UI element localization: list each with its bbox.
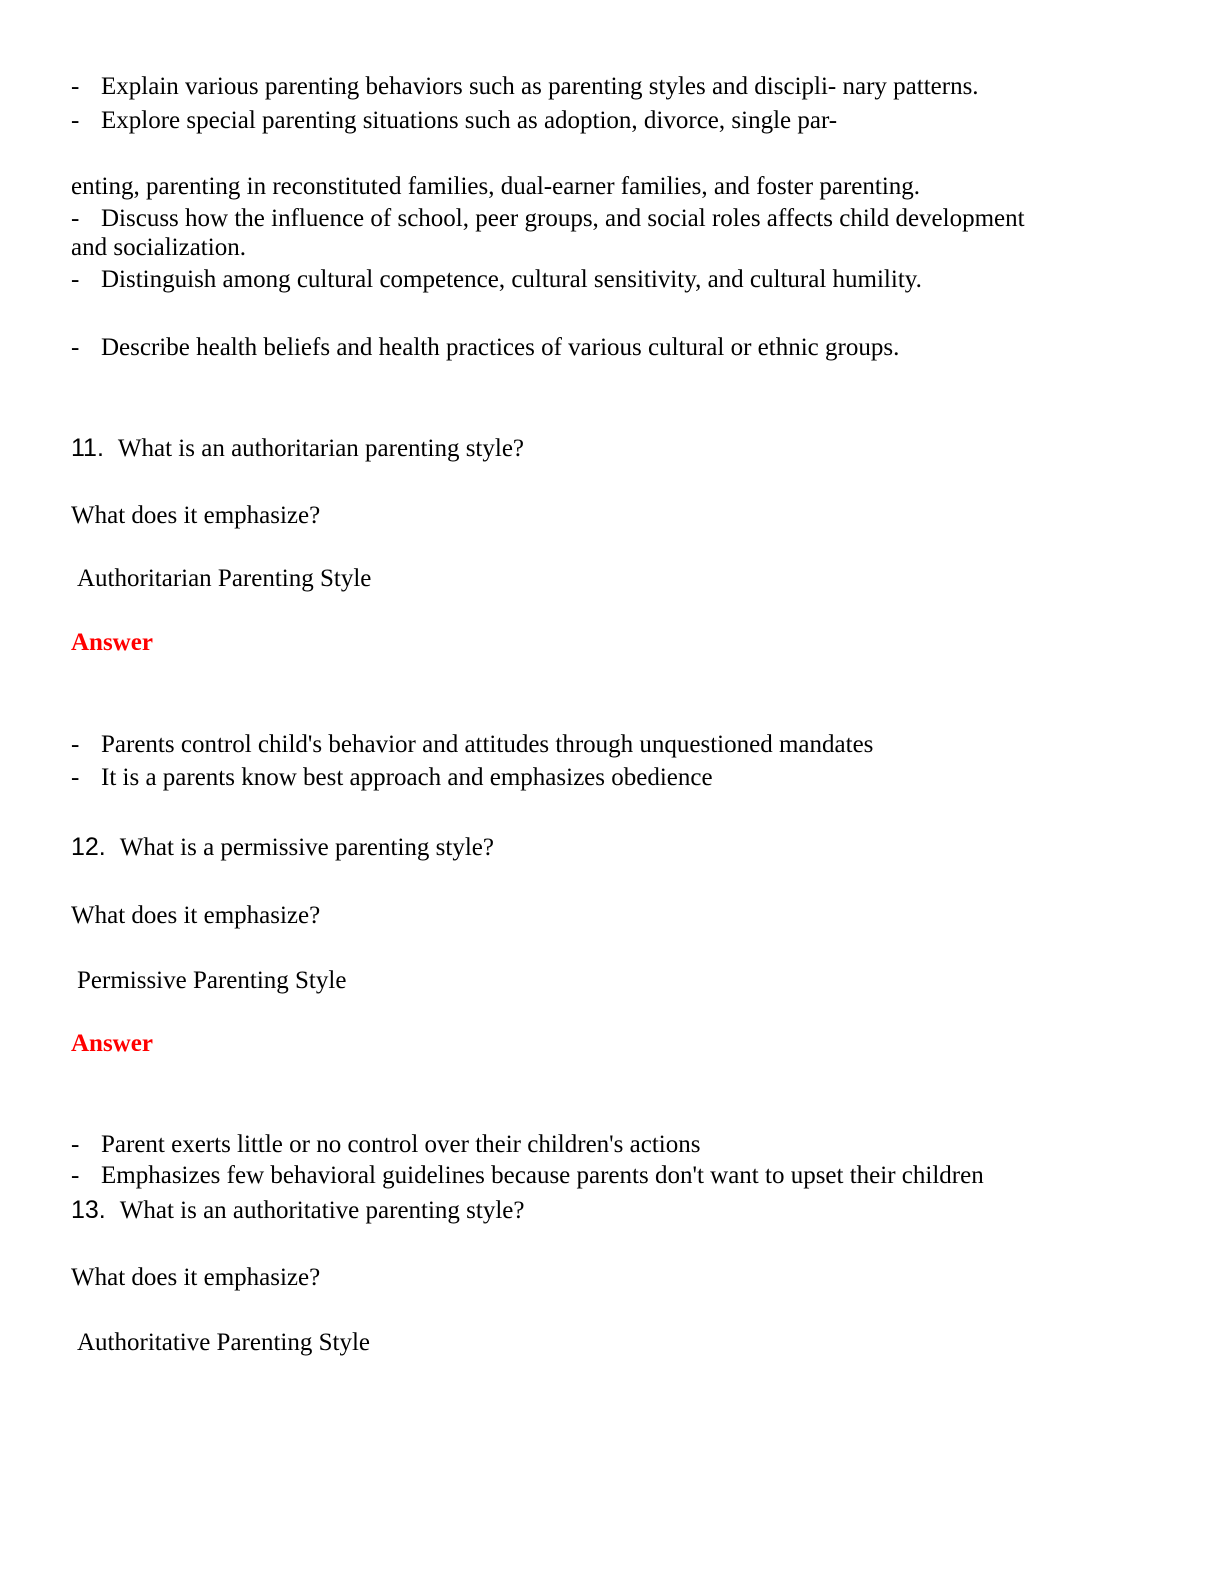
question-text: What is a permissive parenting style? [119, 834, 494, 861]
emphasize-prompt: What does it emphasize? [71, 1264, 321, 1291]
style-subheading: Authoritative Parenting Style [77, 1329, 371, 1356]
objective-item: - Explore special parenting situations such as adoption, divorce, single par- [71, 107, 838, 134]
answer-item: - It is a parents know best approach and emphasizes obedience [71, 764, 713, 791]
objective-item: - Distinguish among cultural competence, cultural sensitivity, and cultural humility. [71, 266, 922, 293]
question-text: What is an authoritarian parenting style? [117, 435, 525, 462]
question-13 [71, 1195, 525, 1226]
objective-continuation: enting, parenting in reconstituted families, dual-earner families, and foster parenting. [71, 173, 921, 200]
answer-item: - Emphasizes few behavioral guidelines because parents don't want to upset their children [71, 1162, 984, 1189]
emphasize-prompt: What does it emphasize? [71, 902, 321, 929]
question-number: 12. [71, 833, 106, 861]
answer-item: - Parent exerts little or no control over their children's actions [71, 1131, 701, 1158]
question-12 [71, 832, 494, 863]
question-text: What is an authoritative parenting style? [119, 1197, 525, 1224]
objective-item: - Describe health beliefs and health practices of various cultural or ethnic groups. [71, 334, 900, 361]
style-subheading: Authoritarian Parenting Style [77, 565, 372, 592]
answer-label: Answer [71, 1030, 153, 1057]
objective-continuation: and socialization. [71, 234, 246, 261]
answer-label: Answer [71, 629, 153, 656]
objective-item: - Discuss how the influence of school, peer groups, and social roles affects child development [71, 205, 1025, 232]
style-subheading: Permissive Parenting Style [77, 967, 347, 994]
emphasize-prompt: What does it emphasize? [71, 502, 321, 529]
objective-item: - Explain various parenting behaviors such as parenting styles and discipli- nary patterns. [71, 73, 979, 100]
answer-item: - Parents control child's behavior and attitudes through unquestioned mandates [71, 731, 874, 758]
question-11 [71, 433, 524, 464]
question-number: 13. [71, 1196, 106, 1224]
question-number: 11. [71, 434, 104, 462]
